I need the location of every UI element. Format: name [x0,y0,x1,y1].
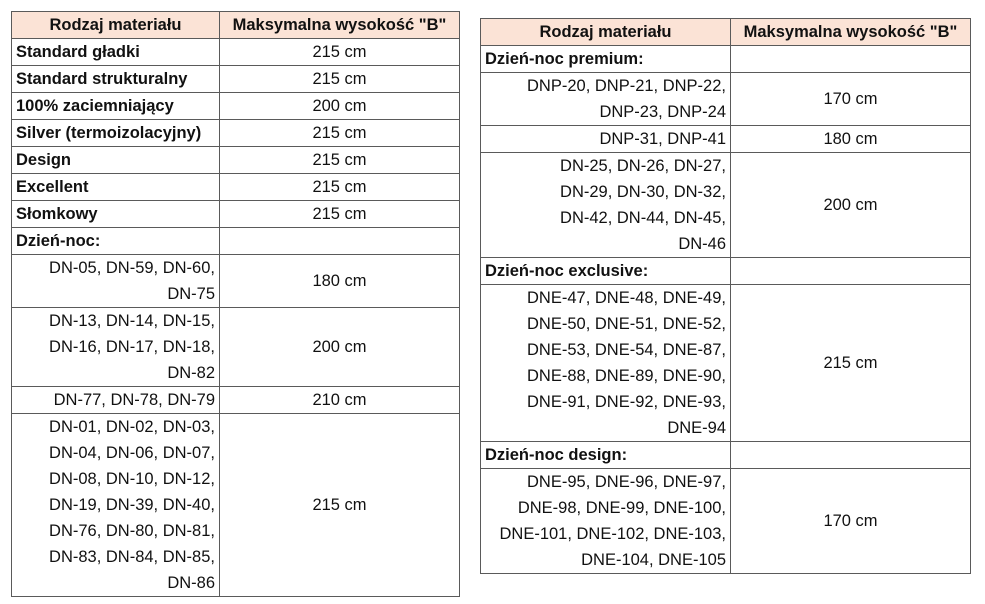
table-row [481,285,971,442]
max-height-cell: 215 cm [220,414,460,597]
material-name-cell: Standard gładki [12,39,220,66]
material-name-cell: Excellent [12,174,220,201]
header-row [481,19,971,46]
table-row [12,387,460,414]
table-body [481,46,971,574]
table-row [12,66,460,93]
material-name-cell: Standard strukturalny [12,66,220,93]
max-height-cell: 215 cm [220,66,460,93]
max-height-cell [731,258,971,285]
table-row [12,414,460,597]
table-row [481,258,971,285]
table-body [12,39,460,597]
header-row [12,12,460,39]
max-height-cell: 215 cm [220,147,460,174]
table-row [481,46,971,73]
material-codes-cell: DN-25, DN-26, DN-27, DN-29, DN-30, DN-32, DN-42, DN-44, DN-45, DN-46 [481,153,731,258]
table-row [12,201,460,228]
table-row [481,153,971,258]
material-codes-cell: DN-77, DN-78, DN-79 [12,387,220,414]
material-codes-cell: DN-05, DN-59, DN-60, DN-75 [12,255,220,308]
max-height-cell: 170 cm [731,73,971,126]
section-heading-cell: Dzień-noc premium: [481,46,731,73]
section-heading-cell: Dzień-noc exclusive: [481,258,731,285]
material-codes-cell: DNE-95, DNE-96, DNE-97, DNE-98, DNE-99, DNE-100, DNE-101, DNE-102, DNE-103, DNE-104, DNE-105 [481,469,731,574]
header-material: Rodzaj materiału [12,12,220,39]
material-codes-cell: DNP-31, DNP-41 [481,126,731,153]
table-row [12,255,460,308]
table-left [11,11,460,597]
table-row [481,469,971,574]
table-row [481,126,971,153]
max-height-cell: 215 cm [731,285,971,442]
header-material: Rodzaj materiału [481,19,731,46]
table-row [12,174,460,201]
section-heading-cell: Dzień-noc design: [481,442,731,469]
material-name-cell: Design [12,147,220,174]
max-height-cell: 215 cm [220,39,460,66]
header-max-height: Maksymalna wysokość "B" [220,12,460,39]
max-height-cell: 200 cm [220,308,460,387]
material-codes-cell: DN-13, DN-14, DN-15, DN-16, DN-17, DN-18, DN-82 [12,308,220,387]
table-row [481,73,971,126]
material-name-cell: 100% zaciemniający [12,93,220,120]
material-codes-cell: DN-01, DN-02, DN-03, DN-04, DN-06, DN-07, DN-08, DN-10, DN-12, DN-19, DN-39, DN-40, DN-76, DN-80, DN-81, DN-83, DN-84, DN-85, DN-86 [12,414,220,597]
max-height-cell: 210 cm [220,387,460,414]
material-name-cell: Słomkowy [12,201,220,228]
max-height-cell: 180 cm [220,255,460,308]
table-right [480,18,971,574]
max-height-cell [220,228,460,255]
header-max-height: Maksymalna wysokość "B" [731,19,971,46]
max-height-cell [731,442,971,469]
table-row [12,39,460,66]
table-row [12,93,460,120]
table-row [481,442,971,469]
section-heading-cell: Dzień-noc: [12,228,220,255]
max-height-cell: 200 cm [731,153,971,258]
table-row [12,120,460,147]
max-height-cell: 180 cm [731,126,971,153]
max-height-cell [731,46,971,73]
max-height-cell: 215 cm [220,120,460,147]
table-row [12,308,460,387]
max-height-cell: 170 cm [731,469,971,574]
max-height-cell: 215 cm [220,174,460,201]
max-height-cell: 215 cm [220,201,460,228]
material-codes-cell: DNE-47, DNE-48, DNE-49, DNE-50, DNE-51, DNE-52, DNE-53, DNE-54, DNE-87, DNE-88, DNE-89, DNE-90, DNE-91, DNE-92, DNE-93, DNE-94 [481,285,731,442]
table-row [12,147,460,174]
material-codes-cell: DNP-20, DNP-21, DNP-22, DNP-23, DNP-24 [481,73,731,126]
table-row [12,228,460,255]
max-height-cell: 200 cm [220,93,460,120]
material-name-cell: Silver (termoizolacyjny) [12,120,220,147]
